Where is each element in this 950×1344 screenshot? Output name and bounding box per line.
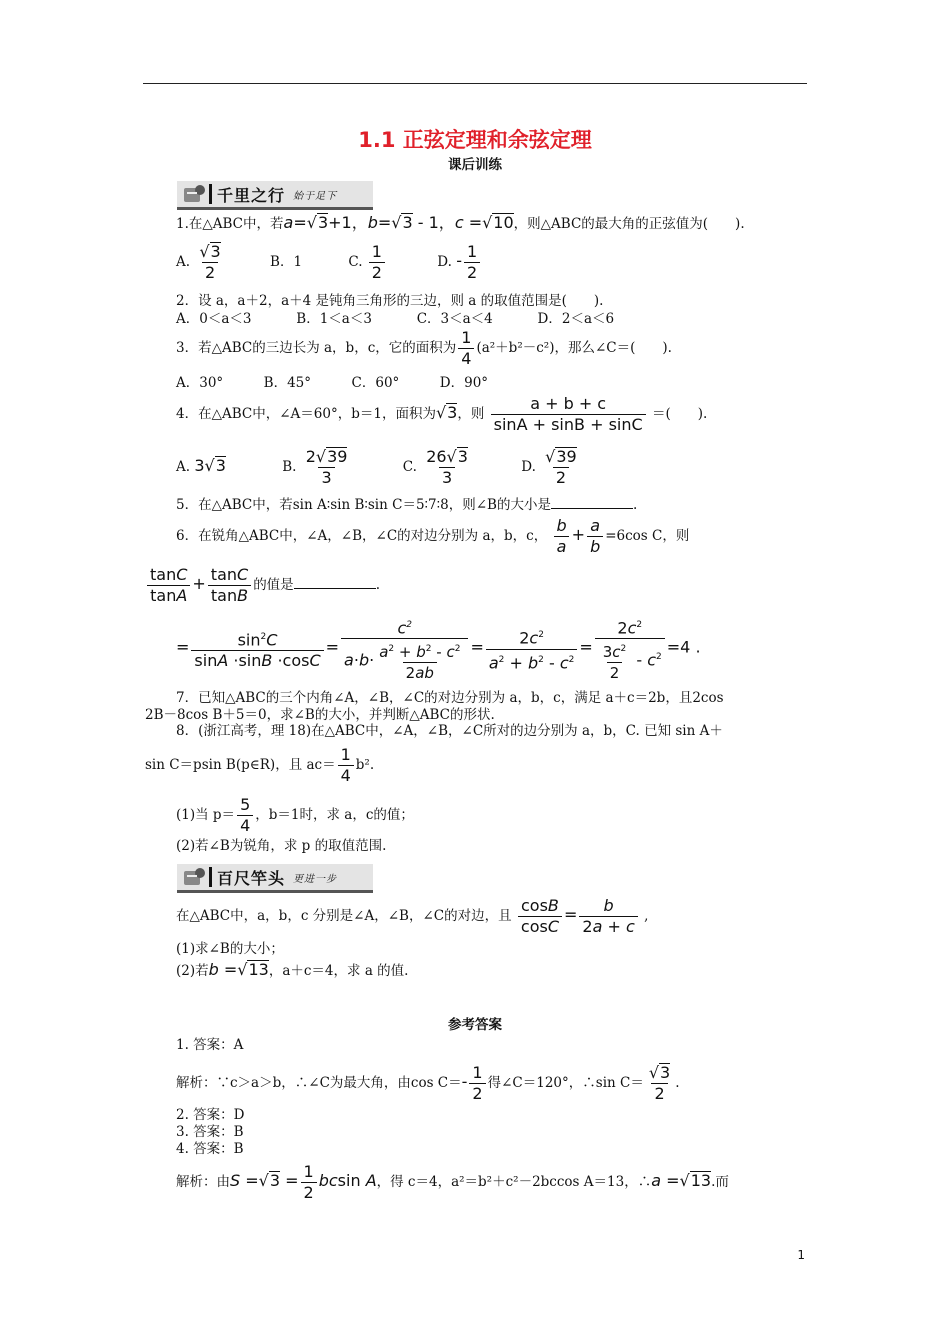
- q3: 3．若△ABC的三边长为 a，b，c，它的面积为 $\frac{1}{4}$ (a²＋b²－c²)，那么∠C＝( ).: [176, 328, 672, 368]
- q4-options: A. 3√3 B. $\frac{2√39}{3}$ C. $\frac{26√3}{3}$ D. $\frac{√39}{2}$: [176, 447, 577, 487]
- header-rule: [143, 83, 807, 84]
- section-banner-1: [177, 181, 373, 210]
- answer-4: 4. 答案：B: [176, 1141, 244, 1157]
- q8-line1: 8．(浙江高考，理 18)在△ABC中，∠A，∠B，∠C所对的边分别为 a，b，C. 已知 sin A＋: [176, 723, 723, 739]
- q3-options: A．30° B．45° C．60° D．90°: [176, 375, 489, 391]
- q1: 1.在△ABC中，若a=√3+1，b=√3 - 1，c =√10，则△ABC的最大角的正弦值为( ).: [176, 213, 745, 232]
- banner-1-sub: 始于足下: [293, 190, 338, 202]
- q5: 5．在△ABC中，若sin A∶sin B∶sin C＝5∶7∶8，则∠B的大小是 .: [176, 497, 638, 513]
- explanation-1: 解析：∵c＞a＞b，∴∠C为最大角，由cos C＝- $\frac{1}{2}$ 得∠C＝120°，∴sin C＝ $\frac{√3}{2}$ .: [176, 1063, 680, 1103]
- answer-1: 1. 答案：A: [176, 1037, 244, 1053]
- q1-options: A. $\frac{√3}{2}$ B．1 C. $\frac{1}{2}$ D. - $\frac{1}{2}$: [176, 242, 482, 283]
- q7-line2: 2B－8cos B＋5＝0，求∠B的大小，并判断△ABC的形状.: [145, 707, 495, 723]
- q9-part1: (1)求∠B的大小；: [176, 941, 284, 957]
- q9: 在△ABC中，a，b，c 分别是∠A，∠B，∠C的对边，且 $\frac{\cos B}{\cos C}$ = $\frac{b}{2a + c}$ ,: [176, 896, 649, 936]
- q2: 2．设 a，a＋2，a＋4 是钝角三角形的三边，则 a 的取值范围是( ).: [176, 293, 604, 309]
- page-title: 1.1 正弦定理和余弦定理: [358, 128, 592, 152]
- q8-line2: sin C＝psin B(p∈R)，且 ac＝ $\frac{1}{4}$ b².: [145, 745, 375, 785]
- answer-2: 2. 答案：D: [176, 1107, 245, 1123]
- q9-part2: (2)若b =√13，a＋c＝4，求 a 的值.: [176, 960, 409, 979]
- q6-cont: $\frac{\tan C}{\tan A}$ + $\frac{\tan C}{\tan B}$ 的值是 .: [145, 565, 380, 606]
- q4: 4．在△ABC中，∠A＝60°，b＝1，面积为√3，则 $\frac{a + b + c}{\sin A + \sin B + \sin C}$ ＝( ).: [176, 394, 708, 434]
- banner-1-main: 千里之行: [217, 185, 286, 205]
- explanation-4: 解析：由S =√3 = $\frac{1}{2}$ bcsin A，得 c＝4，a²＝b²＋c²－2bccos A＝13，∴a =√13.而: [176, 1162, 729, 1202]
- scroll-icon: [181, 183, 207, 205]
- banner-2-sub: 更进一步: [293, 873, 338, 885]
- q6-derivation: = $\frac{\sin^2C}{\sin A \cdot\sin B \cdot\cos C}$ = $c^2$ a·b· $\frac{a^2 + b^2 - c^2}{2ab}$ = $\frac{2c^2}{a^2 + b^2 - c^2}$ = $2c^2$ $\frac{3c^2}{2}$ - $c^2$ =4 .: [176, 618, 701, 683]
- answers-heading: 参考答案: [448, 1017, 502, 1033]
- banner-2-main: 百尺竿头: [217, 868, 286, 888]
- page-subtitle: 课后训练: [448, 157, 502, 173]
- q8-part1: (1)当 p＝ $\frac{5}{4}$ ，b＝1时，求 a，c的值；: [176, 795, 414, 835]
- q8-part2: (2)若∠B为锐角，求 p 的取值范围.: [176, 838, 387, 854]
- q6: 6．在锐角△ABC中，∠A，∠B，∠C的对边分别为 a，b，c， $\frac{b}{a}$ + $\frac{a}{b}$ =6cos C，则: [176, 516, 690, 556]
- scroll-icon: [181, 866, 207, 888]
- answer-3: 3. 答案：B: [176, 1124, 244, 1140]
- q2-options: A．0＜a＜3 B．1＜a＜3 C．3＜a＜4 D．2＜a＜6: [176, 311, 615, 327]
- section-banner-2: [177, 864, 373, 893]
- q7-line1: 7．已知△ABC的三个内角∠A，∠B，∠C的对边分别为 a，b，c，满足 a＋c＝2b，且2cos: [176, 690, 724, 706]
- page-number: 1: [797, 1248, 805, 1262]
